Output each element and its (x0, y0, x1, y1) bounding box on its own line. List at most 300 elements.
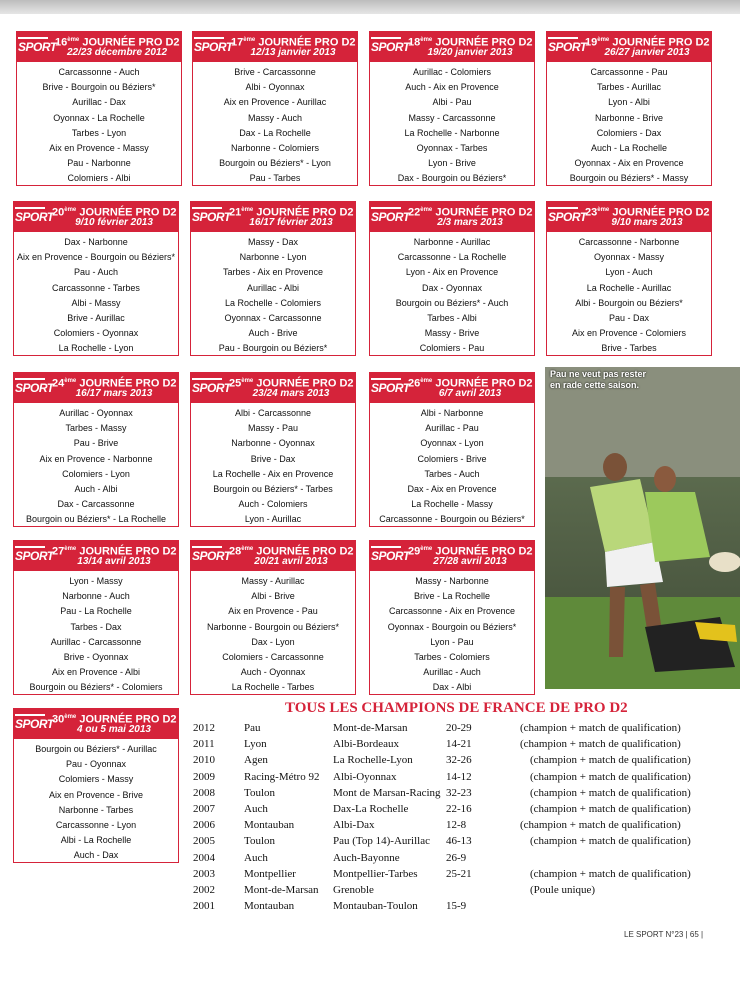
match-item: Dax - Carcassonne (57, 499, 135, 510)
champion-year: 2004 (193, 851, 215, 864)
champion-score: 15-9 (446, 900, 467, 913)
round-box-26 (369, 372, 535, 527)
round-date: 2/3 mars 2013 (437, 217, 503, 228)
match-item: Carcassonne - La Rochelle (397, 252, 507, 263)
sport-logo: SPORT (548, 40, 587, 54)
round-title-text: JOURNÉE PRO D2 (76, 377, 177, 390)
match-item: Oyonnax - Carcassonne (224, 312, 322, 323)
match-item: Aurillac - Carcassonne (50, 636, 142, 647)
match-list (17, 62, 181, 187)
match-item: Aurillac - Pau (425, 423, 479, 434)
match-list (14, 403, 178, 528)
match-list (370, 232, 534, 357)
match-item: Lyon - Pau (430, 636, 474, 647)
champion-score: 14-12 (446, 770, 472, 783)
sport-logo: SPORT (18, 40, 57, 54)
champion-champion: Montauban (244, 819, 295, 832)
round-header (17, 32, 181, 62)
champion-champion: Racing-Métro 92 (244, 770, 320, 783)
match-item: La Rochelle - Narbonne (404, 127, 500, 138)
match-item: Brive - Dax (250, 453, 296, 464)
match-item: Narbonne - Oyonnax (231, 438, 315, 449)
match-item: Pau - La Rochelle (60, 606, 132, 617)
sport-logo: SPORT (192, 549, 231, 563)
round-number-suffix: ème (67, 37, 80, 43)
round-box-17 (192, 31, 358, 186)
match-item: Carcassonne - Aix en Provence (388, 606, 516, 617)
champion-final: Mont-de-Marsan (333, 722, 408, 734)
match-item: Oyonnax - Massy (593, 252, 665, 263)
champion-score: 32-23 (446, 786, 472, 799)
match-item: Tarbes - Aurillac (596, 82, 662, 93)
match-item: Aix en Provence - Aurillac (223, 97, 327, 108)
round-number-suffix: ème (64, 546, 77, 552)
round-number: 25 (229, 377, 242, 390)
match-item: Massy - Dax (247, 237, 298, 247)
match-item: Bourgoin ou Béziers* - La Rochelle (25, 514, 167, 525)
match-item: Bourgoin ou Béziers* - Aurillac (35, 744, 157, 754)
round-title-text: JOURNÉE PRO D2 (255, 36, 356, 49)
round-number-suffix: ème (420, 207, 433, 213)
round-box-16 (16, 31, 182, 186)
match-item: Brive - Bourgoin ou Béziers* (42, 82, 156, 93)
match-item: Narbonne - Colomiers (230, 142, 320, 153)
champion-score: 46-13 (446, 835, 472, 848)
match-item: Albi - Oyonnax (245, 82, 305, 93)
round-date: 20/21 avril 2013 (254, 556, 328, 567)
champion-final: La Rochelle-Lyon (333, 754, 413, 767)
round-header (370, 202, 534, 232)
round-number: 17 (231, 36, 244, 49)
round-box-23 (546, 201, 712, 356)
champion-champion: Agen (244, 754, 268, 767)
round-header (193, 32, 357, 62)
champion-champion: Pau (244, 722, 261, 734)
sport-logo: SPORT (371, 210, 410, 224)
match-item: Tarbes - Massy (65, 423, 127, 434)
round-number-suffix: ème (241, 546, 254, 552)
round-number: 30 (52, 713, 65, 726)
match-item: Auch - La Rochelle (590, 142, 668, 153)
match-item: Massy - Brive (424, 328, 480, 339)
match-item: Auch - Oyonnax (240, 667, 306, 678)
match-item: Narbonne - Tarbes (58, 804, 134, 815)
round-number-suffix: ème (241, 207, 254, 213)
sport-logo: SPORT (371, 40, 410, 54)
round-box-21 (190, 201, 356, 356)
match-item: Auch - Brive (248, 328, 298, 339)
match-item: La Rochelle - Massy (411, 499, 493, 510)
match-item: Aurillac - Colomiers (412, 67, 492, 77)
match-item: Albi - La Rochelle (60, 835, 132, 846)
match-item: Tarbes - Auch (424, 468, 480, 479)
match-item: Auch - Colomiers (238, 499, 308, 510)
champion-year: 2002 (193, 884, 215, 896)
match-item: Lyon - Albi (608, 97, 650, 108)
sport-logo: SPORT (15, 210, 54, 224)
round-box-22 (369, 201, 535, 356)
champion-final: Pau (Top 14)-Aurillac (333, 835, 430, 848)
champion-year: 2009 (193, 770, 215, 783)
match-item: Pau - Oyonnax (65, 759, 127, 770)
round-header (14, 709, 178, 739)
sport-logo: SPORT (192, 210, 231, 224)
match-item: La Rochelle - Lyon (58, 343, 134, 354)
round-header (14, 541, 178, 571)
match-item: Bourgoin ou Béziers* - Auch (395, 297, 509, 308)
match-item: Brive - La Rochelle (413, 591, 491, 602)
match-item: Tarbes - Dax (70, 621, 122, 632)
match-item: Lyon - Aurillac (244, 514, 302, 525)
match-item: Bourgoin ou Béziers* - Tarbes (213, 483, 333, 494)
round-number-suffix: ème (420, 37, 433, 43)
champion-final: Albi-Oyonnax (333, 770, 397, 783)
match-item: Aix en Provence - Narbonne (39, 453, 153, 464)
match-item: Massy - Narbonne (415, 576, 489, 586)
match-item: Oyonnax - Aix en Provence (574, 158, 684, 169)
match-item: Albi - Massy (71, 297, 121, 308)
champion-score: 14-21 (446, 738, 472, 751)
round-box-30 (13, 708, 179, 863)
champion-final: Mont de Marsan-Racing (333, 786, 441, 799)
champion-year: 2003 (193, 867, 215, 880)
champion-note: (champion + match de qualification) (520, 722, 681, 734)
champion-final: Albi-Bordeaux (333, 738, 399, 751)
champion-year: 2012 (193, 722, 215, 734)
round-number: 19 (585, 36, 598, 49)
round-number-suffix: ème (420, 378, 433, 384)
match-item: Brive - Aurillac (67, 312, 125, 323)
round-box-28 (190, 540, 356, 695)
round-title-text: JOURNÉE PRO D2 (253, 377, 354, 390)
match-item: Albi - Pau (432, 97, 472, 108)
round-date: 4 ou 5 mai 2013 (77, 724, 151, 735)
match-list (191, 403, 355, 528)
match-item: La Rochelle - Tarbes (231, 682, 315, 693)
round-header (191, 202, 355, 232)
match-item: Aix en Provence - Massy (49, 142, 149, 153)
champion-note: (champion + match de qualification) (530, 803, 691, 815)
round-header (547, 32, 711, 62)
match-item: Pau - Auch (73, 267, 119, 278)
round-title-text: JOURNÉE PRO D2 (432, 545, 533, 558)
page-footer: LE SPORT N°23 | 65 | (624, 930, 704, 939)
round-date: 6/7 avril 2013 (438, 388, 502, 399)
round-number-suffix: ème (597, 37, 610, 43)
round-date: 26/27 janvier 2013 (604, 47, 690, 58)
round-date: 22/23 décembre 2012 (66, 47, 168, 58)
match-item: Aix en Provence - Bourgoin ou Béziers* (16, 252, 176, 263)
match-item: Dax - Albi (432, 682, 472, 693)
round-box-20 (13, 201, 179, 356)
round-title-text: JOURNÉE PRO D2 (76, 713, 177, 726)
round-title-text: JOURNÉE PRO D2 (253, 545, 354, 558)
match-item: Colomiers - Dax (596, 127, 662, 138)
champion-final: Montauban-Toulon (333, 900, 418, 913)
round-number: 27 (52, 545, 65, 558)
champion-score: 32-26 (446, 754, 472, 767)
champion-champion: Toulon (244, 786, 276, 799)
match-item: Oyonnax - Bourgoin ou Béziers* (387, 621, 517, 632)
photo-caption: Pau ne veut pas rester en rade cette saison. (550, 369, 647, 390)
champion-champion: Auch (244, 803, 268, 815)
champion-year: 2006 (193, 819, 215, 832)
round-header (14, 373, 178, 403)
champion-champion: Lyon (244, 738, 267, 751)
round-number: 22 (408, 206, 421, 219)
match-item: Pau - Bourgoin ou Béziers* (218, 343, 328, 354)
round-box-18 (369, 31, 535, 186)
match-item: Colomiers - Carcassonne (222, 651, 324, 662)
sport-logo: SPORT (194, 40, 233, 54)
champion-note: (champion + match de qualification) (520, 819, 681, 832)
match-item: Colomiers - Brive (417, 453, 487, 464)
match-item: Dax - Oyonnax (421, 282, 483, 293)
match-item: Dax - La Rochelle (239, 127, 311, 138)
match-list (14, 739, 178, 864)
match-item: Aix en Provence - Pau (228, 606, 318, 617)
round-number: 28 (229, 545, 242, 558)
champion-final: Dax-La Rochelle (333, 803, 409, 815)
round-title-text: JOURNÉE PRO D2 (76, 206, 177, 219)
round-number: 26 (408, 377, 421, 390)
round-title-text: JOURNÉE PRO D2 (79, 36, 180, 49)
champion-note: (champion + match de qualification) (520, 738, 681, 751)
round-box-29 (369, 540, 535, 695)
match-item: Colomiers - Lyon (62, 468, 130, 479)
match-item: Aurillac - Dax (72, 97, 126, 108)
match-item: Massy - Auch (247, 112, 303, 123)
round-title-text: JOURNÉE PRO D2 (253, 206, 354, 219)
match-item: Narbonne - Brive (594, 112, 664, 123)
champion-year: 2011 (193, 738, 215, 751)
champion-year: 2005 (193, 835, 215, 848)
rugby-photo (545, 367, 740, 689)
match-item: Albi - Carcassonne (234, 408, 312, 418)
match-item: Bourgoin ou Béziers* - Lyon (219, 158, 331, 169)
round-header (191, 541, 355, 571)
round-header (191, 373, 355, 403)
round-title-text: JOURNÉE PRO D2 (432, 206, 533, 219)
round-date: 27/28 avril 2013 (433, 556, 507, 567)
match-item: Colomiers - Albi (67, 173, 131, 184)
round-box-19 (546, 31, 712, 186)
sport-logo: SPORT (15, 717, 54, 731)
match-item: Aurillac - Albi (246, 282, 300, 293)
match-item: Brive - Carcassonne (234, 67, 316, 77)
round-number-suffix: ème (241, 378, 254, 384)
match-item: Carcassonne - Narbonne (578, 237, 680, 247)
round-date: 16/17 mars 2013 (75, 388, 153, 399)
match-item: Dax - Aix en Provence (407, 483, 497, 494)
round-header (14, 202, 178, 232)
match-item: Aurillac - Auch (423, 667, 481, 678)
match-item: Narbonne - Aurillac (413, 237, 491, 247)
match-list (191, 232, 355, 357)
sport-logo: SPORT (192, 381, 231, 395)
champion-final: Montpellier-Tarbes (333, 867, 418, 880)
match-item: Pau - Narbonne (67, 158, 131, 169)
champion-note: (champion + match de qualification) (530, 835, 691, 848)
round-box-24 (13, 372, 179, 527)
match-list (14, 232, 178, 357)
match-list (191, 571, 355, 696)
champion-year: 2008 (193, 786, 215, 799)
match-item: Massy - Carcassonne (408, 112, 496, 123)
match-item: La Rochelle - Aix en Provence (212, 468, 334, 479)
round-date: 13/14 avril 2013 (77, 556, 151, 567)
champion-year: 2007 (193, 803, 215, 815)
round-date: 12/13 janvier 2013 (250, 47, 336, 58)
round-number-suffix: ème (64, 207, 77, 213)
champion-final: Albi-Dax (333, 819, 375, 832)
champions-title: TOUS LES CHAMPIONS DE FRANCE DE PRO D2 (285, 700, 628, 716)
champion-champion: Montpellier (244, 867, 296, 880)
match-item: Carcassonne - Tarbes (52, 282, 140, 293)
match-list (193, 62, 357, 187)
champion-champion: Mont-de-Marsan (244, 884, 319, 896)
round-number-suffix: ème (64, 378, 77, 384)
match-item: Albi - Bourgoin ou Béziers* (575, 297, 683, 308)
champion-score: 26-9 (446, 851, 467, 864)
match-item: Lyon - Brive (428, 158, 476, 169)
match-item: Dax - Narbonne (64, 237, 128, 247)
champion-final: Grenoble (333, 884, 374, 896)
match-item: Lyon - Auch (605, 267, 653, 278)
champion-note: (Poule unique) (530, 884, 596, 896)
champion-year: 2010 (193, 754, 215, 767)
match-item: Dax - Lyon (251, 636, 295, 647)
match-item: Colomiers - Oyonnax (53, 328, 139, 339)
round-title-text: JOURNÉE PRO D2 (609, 36, 710, 49)
champion-note: (champion + match de qualification) (530, 786, 691, 799)
match-item: Aurillac - Oyonnax (59, 408, 133, 418)
round-number: 21 (229, 206, 242, 219)
match-item: Albi - Narbonne (420, 408, 484, 418)
champion-champion: Montauban (244, 900, 295, 913)
match-item: Aix en Provence - Albi (51, 667, 141, 678)
match-item: Carcassonne - Lyon (55, 819, 137, 830)
round-number: 23 (585, 206, 598, 219)
round-title-text: JOURNÉE PRO D2 (432, 36, 533, 49)
match-item: Massy - Pau (247, 423, 298, 434)
match-item: Oyonnax - Lyon (420, 438, 484, 449)
match-item: Bourgoin ou Béziers* - Colomiers (29, 682, 163, 693)
round-title-text: JOURNÉE PRO D2 (432, 377, 533, 390)
match-list (370, 571, 534, 696)
match-list (370, 62, 534, 187)
match-item: Brive - Tarbes (601, 343, 657, 354)
match-item: Tarbes - Lyon (71, 127, 127, 138)
round-header (370, 541, 534, 571)
match-list (370, 403, 534, 528)
round-number: 18 (408, 36, 421, 49)
champion-score: 20-29 (446, 722, 472, 734)
round-number: 16 (55, 36, 68, 49)
champion-note: (champion + match de qualification) (530, 867, 691, 880)
round-number: 24 (52, 377, 65, 390)
champion-score: 22-16 (446, 803, 472, 815)
match-item: Tarbes - Colomiers (414, 651, 490, 662)
round-date: 16/17 février 2013 (249, 217, 333, 228)
round-number-suffix: ème (64, 714, 77, 720)
match-item: Lyon - Massy (69, 576, 123, 586)
match-item: Narbonne - Bourgoin ou Béziers* (206, 621, 340, 632)
match-item: Albi - Brive (251, 591, 295, 602)
match-item: Pau - Dax (608, 312, 650, 323)
champion-note: (champion + match de qualification) (530, 754, 691, 767)
champion-score: 12-8 (446, 819, 467, 832)
match-item: Carcassonne - Auch (58, 67, 140, 77)
match-item: La Rochelle - Colomiers (224, 297, 322, 308)
match-item: Tarbes - Aix en Provence (222, 267, 324, 278)
round-date: 9/10 février 2013 (75, 217, 153, 228)
match-item: Oyonnax - La Rochelle (53, 112, 145, 123)
match-list (547, 232, 711, 357)
sport-logo: SPORT (548, 210, 587, 224)
round-title-text: JOURNÉE PRO D2 (609, 206, 710, 219)
match-item: Oyonnax - Tarbes (416, 142, 488, 153)
page-top-strip (0, 0, 740, 14)
match-item: Pau - Brive (73, 438, 119, 449)
round-number: 29 (408, 545, 421, 558)
round-date: 19/20 janvier 2013 (427, 47, 513, 58)
match-item: Brive - Oyonnax (63, 651, 129, 662)
champion-champion: Auch (244, 851, 268, 864)
match-item: Colomiers - Pau (419, 343, 485, 354)
round-number-suffix: ème (420, 546, 433, 552)
round-header (547, 202, 711, 232)
round-number-suffix: ème (243, 37, 256, 43)
champion-champion: Toulon (244, 835, 276, 848)
sport-logo: SPORT (15, 549, 54, 563)
round-date: 9/10 mars 2013 (611, 217, 683, 228)
champion-final: Auch-Bayonne (333, 851, 400, 864)
match-item: Auch - Dax (73, 850, 119, 861)
match-item: Dax - Bourgoin ou Béziers* (397, 173, 507, 184)
match-item: Aix en Provence - Colomiers (571, 328, 687, 339)
match-item: Carcassonne - Pau (590, 67, 668, 77)
match-item: Lyon - Aix en Provence (405, 267, 499, 278)
match-item: Auch - Albi (74, 483, 118, 494)
champion-score: 25-21 (446, 867, 472, 880)
sport-logo: SPORT (371, 381, 410, 395)
match-item: Auch - Aix en Provence (405, 82, 499, 93)
match-list (14, 571, 178, 696)
champion-note: (champion + match de qualification) (530, 770, 691, 783)
match-item: La Rochelle - Aurillac (586, 282, 672, 293)
round-box-25 (190, 372, 356, 527)
match-item: Bourgoin ou Béziers* - Massy (569, 173, 689, 184)
match-item: Narbonne - Auch (62, 591, 130, 602)
match-list (547, 62, 711, 187)
round-header (370, 373, 534, 403)
match-item: Narbonne - Lyon (239, 252, 307, 263)
match-item: Massy - Aurillac (241, 576, 305, 586)
round-title-text: JOURNÉE PRO D2 (76, 545, 177, 558)
champion-year: 2001 (193, 900, 215, 913)
sport-logo: SPORT (371, 549, 410, 563)
round-date: 23/24 mars 2013 (252, 388, 330, 399)
match-item: Pau - Tarbes (249, 173, 301, 184)
match-item: Tarbes - Albi (427, 312, 477, 323)
match-item: Carcassonne - Bourgoin ou Béziers* (379, 514, 525, 525)
round-number: 20 (52, 206, 65, 219)
round-box-27 (13, 540, 179, 695)
match-item: Aix en Provence - Brive (48, 789, 144, 800)
round-header (370, 32, 534, 62)
match-item: Colomiers - Massy (58, 774, 134, 785)
